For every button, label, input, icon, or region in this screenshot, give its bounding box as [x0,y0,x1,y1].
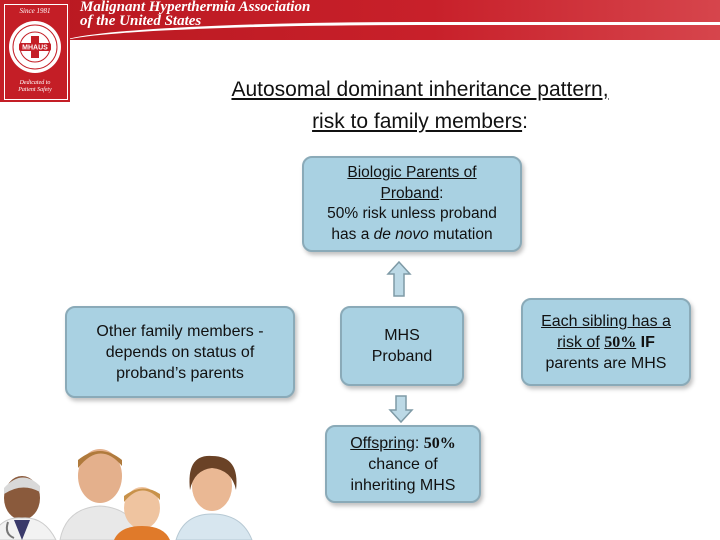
offspring-line3: inheriting MHS [350,476,456,494]
org-name [80,0,310,28]
sibling-line2-underlined: risk of [557,333,600,351]
sibling-node [521,298,691,386]
parents-heading-suffix: : [439,184,444,202]
parents-body-prefix: has a [331,225,374,243]
parents-body-line2 [331,225,492,246]
down-arrow-icon [388,394,414,424]
title-line2-underlined: risk to family members [312,110,523,133]
proband-line2: Proband [371,348,433,365]
up-arrow-icon [386,260,412,298]
org-name-line2: of the United States [80,13,202,29]
other-line2: depends on status of [105,343,255,361]
parents-body-suffix: mutation [428,225,493,243]
offspring-pct: 50% [423,434,456,452]
other-family-node [65,306,295,398]
mhaus-logo [0,0,70,102]
offspring-heading-suffix: : [414,434,420,452]
woman-figure [176,456,252,540]
title-line2 [150,106,690,138]
parents-node [302,156,522,252]
offspring-line2: chance of [368,455,438,473]
sibling-line2 [557,332,655,353]
proband-node [340,306,464,386]
title-line1: Autosomal dominant inheritance pattern, [231,78,609,101]
other-line1: Other family members - [96,322,264,340]
offspring-heading: Offspring [350,434,415,452]
seal-icon [8,20,62,74]
parents-heading-line1: Biologic Parents of [347,164,477,181]
parents-body-italic: de novo [373,225,429,243]
title-line2-suffix: : [522,110,528,133]
org-name-line1: Malignant Hyperthermia Association [80,0,311,15]
logo-motto [0,80,70,94]
slide-title [150,74,690,138]
family-photo [0,430,270,540]
doctor-figure [0,476,56,540]
sibling-line3: parents are MHS [545,354,667,372]
parents-heading-line2: Proband [380,184,440,202]
logo-motto-line1: Dedicated to [19,80,51,86]
logo-motto-line2: Patient Safety [18,87,52,93]
offspring-node [325,425,481,503]
sibling-line2-num: 50% [604,333,637,351]
sibling-line1: Each sibling has a [541,312,671,330]
other-line3: proband’s parents [116,364,244,382]
sibling-line2-bold: IF [640,333,655,351]
logo-text: MHAUS [22,44,48,52]
parents-body-line1: 50% risk unless proband [327,205,497,222]
proband-line1: MHS [384,327,420,344]
offspring-line1 [350,433,456,454]
parents-heading [347,163,476,204]
logo-since: Since 1981 [19,7,51,15]
